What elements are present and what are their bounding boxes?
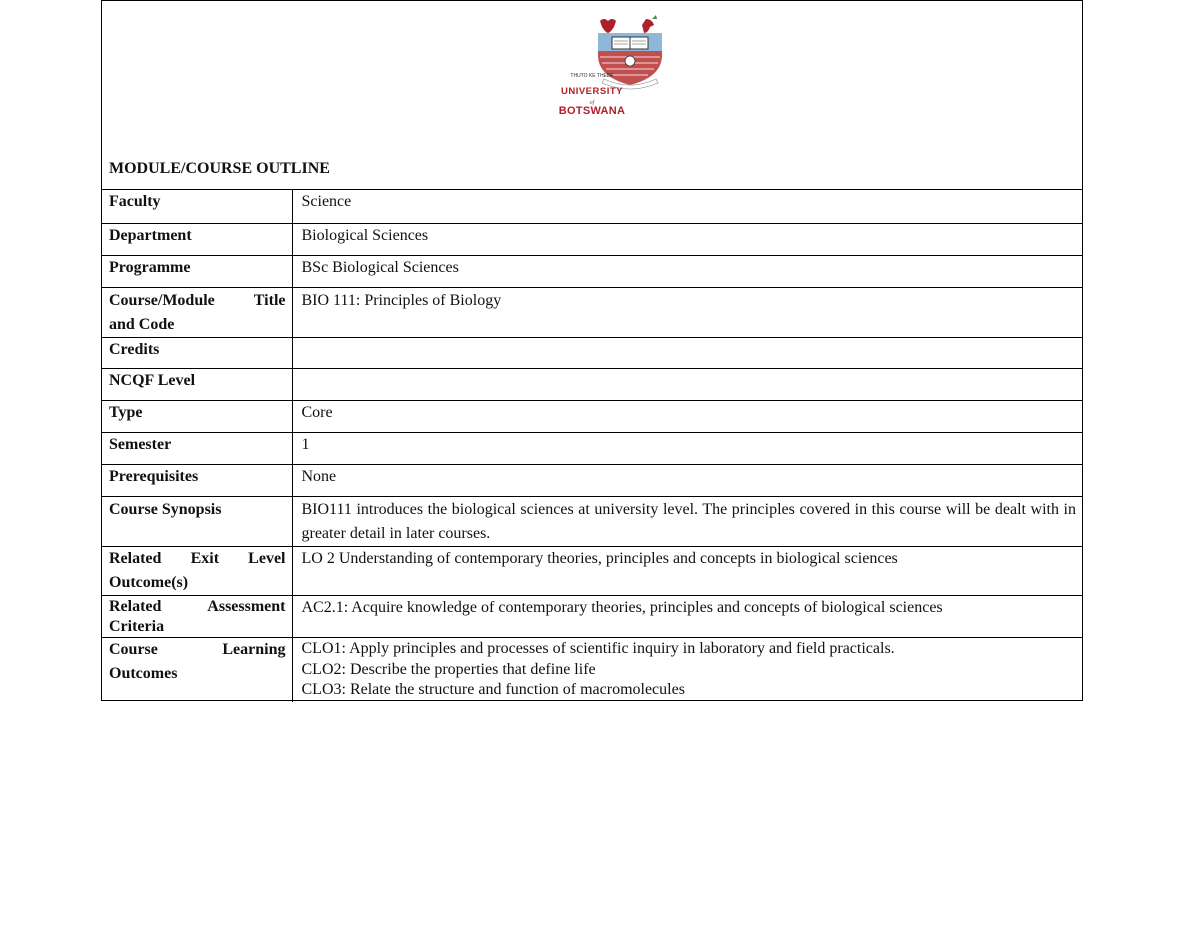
label-word: Exit — [190, 550, 220, 567]
value-prerequisites: None — [292, 465, 1082, 497]
label-line: Criteria — [109, 618, 165, 635]
label-assessment-criteria — [102, 596, 292, 638]
label-department: Department — [102, 224, 292, 256]
label-line: Outcome(s) — [109, 574, 189, 591]
table-row — [102, 288, 1082, 338]
table-row — [102, 224, 1082, 256]
value-assessment-criteria: AC2.1: Acquire knowledge of contemporary theories, principles and concepts of biological sciences — [292, 596, 1082, 638]
label-line — [109, 289, 286, 313]
value-faculty: Science — [292, 190, 1082, 224]
label-word: Course — [109, 641, 158, 658]
label-word: Level — [248, 550, 286, 567]
label-credits: Credits — [102, 338, 292, 369]
document-header — [102, 1, 1082, 189]
label-word: Related — [109, 598, 162, 615]
label-line — [109, 547, 286, 571]
label-line: Outcomes — [109, 665, 178, 682]
course-outline-table — [102, 189, 1082, 702]
value-exit-level-outcome: LO 2 Understanding of contemporary theories, principles and concepts in biological sciences — [292, 547, 1082, 596]
list-item: CLO2: Describe the properties that define life — [301, 660, 596, 678]
table-row — [102, 465, 1082, 497]
label-course-title — [102, 288, 292, 338]
value-course-title: BIO 111: Principles of Biology — [292, 288, 1082, 338]
value-course-synopsis: BIO111 introduces the biological sciences at university level. The principles covered in this course will be dealt with in greater detail in later courses. — [292, 497, 1082, 547]
page-title: MODULE/COURSE OUTLINE — [109, 160, 330, 177]
label-word: Title — [253, 292, 286, 309]
table-row — [102, 256, 1082, 288]
table-row — [102, 338, 1082, 369]
label-line: and Code — [109, 316, 175, 333]
table-row — [102, 190, 1082, 224]
label-type: Type — [102, 401, 292, 433]
value-department: Biological Sciences — [292, 224, 1082, 256]
table-row — [102, 547, 1082, 596]
value-credits — [292, 338, 1082, 369]
logo-of: of — [589, 100, 595, 106]
table-row — [102, 638, 1082, 702]
label-learning-outcomes — [102, 638, 292, 702]
logo-motto: THUTO KE THEBE — [570, 73, 614, 79]
logo-university: UNIVERSITY — [560, 86, 623, 97]
label-line — [109, 597, 286, 617]
label-word: Related — [109, 550, 162, 567]
label-faculty: Faculty — [102, 190, 292, 224]
table-row — [102, 433, 1082, 465]
label-exit-level-outcome — [102, 547, 292, 596]
table-row — [102, 369, 1082, 401]
label-line — [109, 638, 286, 662]
label-word: Course/Module — [109, 292, 215, 309]
label-word: Learning — [222, 641, 286, 658]
value-learning-outcomes — [292, 638, 1082, 702]
label-course-synopsis: Course Synopsis — [102, 497, 292, 547]
label-programme: Programme — [102, 256, 292, 288]
logo-botswana: BOTSWANA — [558, 105, 626, 117]
label-ncqf-level: NCQF Level — [102, 369, 292, 401]
value-type: Core — [292, 401, 1082, 433]
table-row — [102, 497, 1082, 547]
value-programme: BSc Biological Sciences — [292, 256, 1082, 288]
course-outline-document — [101, 0, 1083, 701]
list-item: CLO1: Apply principles and processes of scientific inquiry in laboratory and field practicals. — [301, 640, 895, 657]
label-word: Assessment — [207, 598, 286, 615]
value-ncqf-level — [292, 369, 1082, 401]
table-row — [102, 596, 1082, 638]
crest-icon — [590, 13, 670, 93]
label-semester: Semester — [102, 433, 292, 465]
list-item: CLO3: Relate the structure and function of macromolecules — [301, 681, 685, 698]
label-prerequisites: Prerequisites — [102, 465, 292, 497]
value-semester: 1 — [292, 433, 1082, 465]
table-row — [102, 401, 1082, 433]
